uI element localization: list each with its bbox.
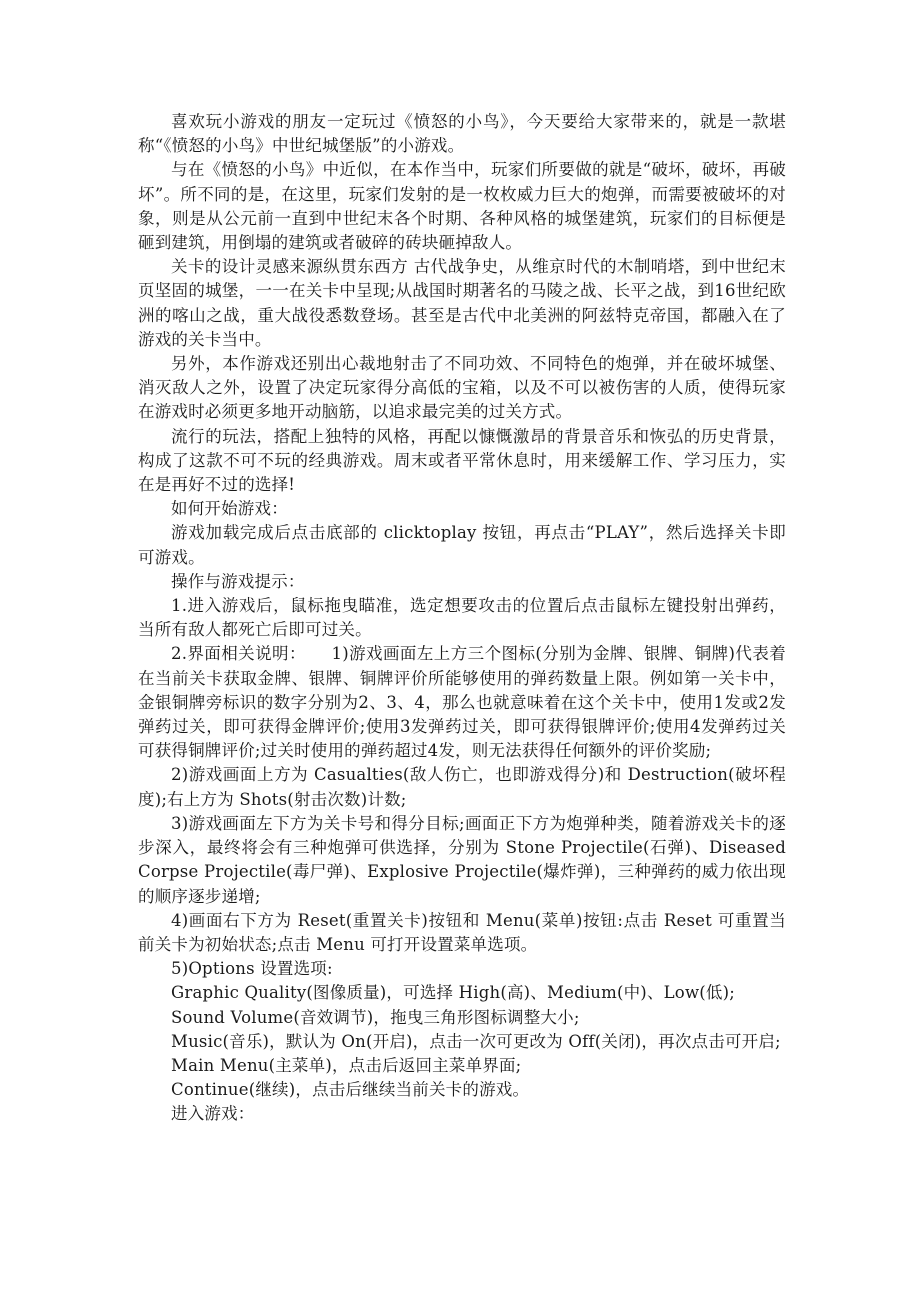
paragraph-gameplay: 与在《愤怒的小鸟》中近似，在本作当中，玩家们所要做的就是“破坏，破坏，再破坏”。所不同的是，在这里，玩家们发射的是一枚枚威力巨大的炮弹，而需要被破坏的对象，则是从公元前一直到中世纪末各个时期、各种风格的城堡建筑，玩家们的目标便是砸到建筑，用倒塌的建筑或者破碎的砖块砸掉敌人。 <box>138 160 786 253</box>
heading-controls-tips: 操作与游戏提示： <box>171 571 305 591</box>
paragraph-tip-2-2: 2)游戏画面上方为 Casualties(敌人伤亡，也即游戏得分)和 Destruction(破坏程度);右上方为 Shots(射击次数)计数; <box>138 765 786 809</box>
paragraph-features: 另外，本作游戏还别出心裁地射击了不同功效、不同特色的炮弹，并在破坏城堡、消灭敌人之外，设置了决定玩家得分高低的宝箱，以及不可以被伤害的人质，使得玩家在游戏时必须更多地开动脑筋，以追求最完美的过关方式。 <box>138 354 786 422</box>
option-continue: Continue(继续)，点击后继续当前关卡的游戏。 <box>171 1080 530 1100</box>
option-music: Music(音乐)，默认为 On(开启)，点击一次可更改为 Off(关闭)，再次点击可开启; <box>171 1031 781 1051</box>
paragraph-tip-2-3: 3)游戏画面左下方为关卡号和得分目标;画面正下方为炮弹种类，随着游戏关卡的逐步深入，最终将会有三种炮弹可供选择，分别为 Stone Projectile(石弹)、Diseased Corpse Projectile(毒尸弹)、Explosive Projectile(爆炸弹)，三种弹药的威力依出现的顺序逐步递增; <box>138 813 786 906</box>
paragraph-tip-2-4: 4)画面右下方为 Reset(重置关卡)按钮和 Menu(菜单)按钮:点击 Reset 可重置当前关卡为初始状态;点击 Menu 可打开设置菜单选项。 <box>138 910 786 954</box>
option-graphic-quality: Graphic Quality(图像质量)，可选择 High(高)、Medium(中)、Low(低); <box>171 983 735 1003</box>
paragraph-summary: 流行的玩法，搭配上独特的风格，再配以慷慨激昂的背景音乐和恢弘的历史背景，构成了这款不可不玩的经典游戏。周末或者平常休息时，用来缓解工作、学习压力，实在是再好不过的选择! <box>138 426 786 495</box>
option-main-menu: Main Menu(主菜单)，点击后返回主菜单界面; <box>171 1055 522 1075</box>
paragraph-intro: 喜欢玩小游戏的朋友一定玩过《愤怒的小鸟》，今天要给大家带来的，就是一款堪称“《愤怒的小鸟》中世纪城堡版”的小游戏。 <box>138 112 786 156</box>
paragraph-tip-2-5: 5)Options 设置选项: <box>171 959 333 979</box>
paragraph-how-to-start: 游戏加载完成后点击底部的 clicktoplay 按钮，再点击“PLAY”，然后选择关卡即可游戏。 <box>138 523 786 567</box>
document-body <box>138 110 786 1127</box>
paragraph-level-design: 关卡的设计灵感来源纵贯东西方 古代战争史，从维京时代的木制哨塔，到中世纪末页坚固的城堡，一一在关卡中呈现;从战国时期著名的马陵之战、长平之战，到16世纪欧洲的喀山之战，重大战役悉数登场。甚至是古代中北美洲的阿兹特克帝国，都融入在了游戏的关卡当中。 <box>138 257 786 349</box>
option-sound-volume: Sound Volume(音效调节)，拖曳三角形图标调整大小; <box>171 1007 580 1027</box>
heading-how-to-start: 如何开始游戏： <box>171 499 288 519</box>
heading-enter-game: 进入游戏： <box>171 1104 255 1124</box>
paragraph-tip-2: 2.界面相关说明： 1)游戏画面左上方三个图标(分别为金牌、银牌、铜牌)代表着在当前关卡获取金牌、银牌、铜牌评价所能够使用的弹药数量上限。例如第一关卡中，金银铜牌旁标识的数字分别为2、3、4，那么也就意味着在这个关卡中，使用1发或2发弹药过关，即可获得金牌评价;使用3发弹药过关，即可获得银牌评价;使用4发弹药过关可获得铜牌评价;过关时使用的弹药超过4发，则无法获得任何额外的评价奖励; <box>138 644 786 761</box>
paragraph-tip-1: 1.进入游戏后，鼠标拖曳瞄准，选定想要攻击的位置后点击鼠标左键投射出弹药，当所有敌人都死亡后即可过关。 <box>138 596 786 640</box>
